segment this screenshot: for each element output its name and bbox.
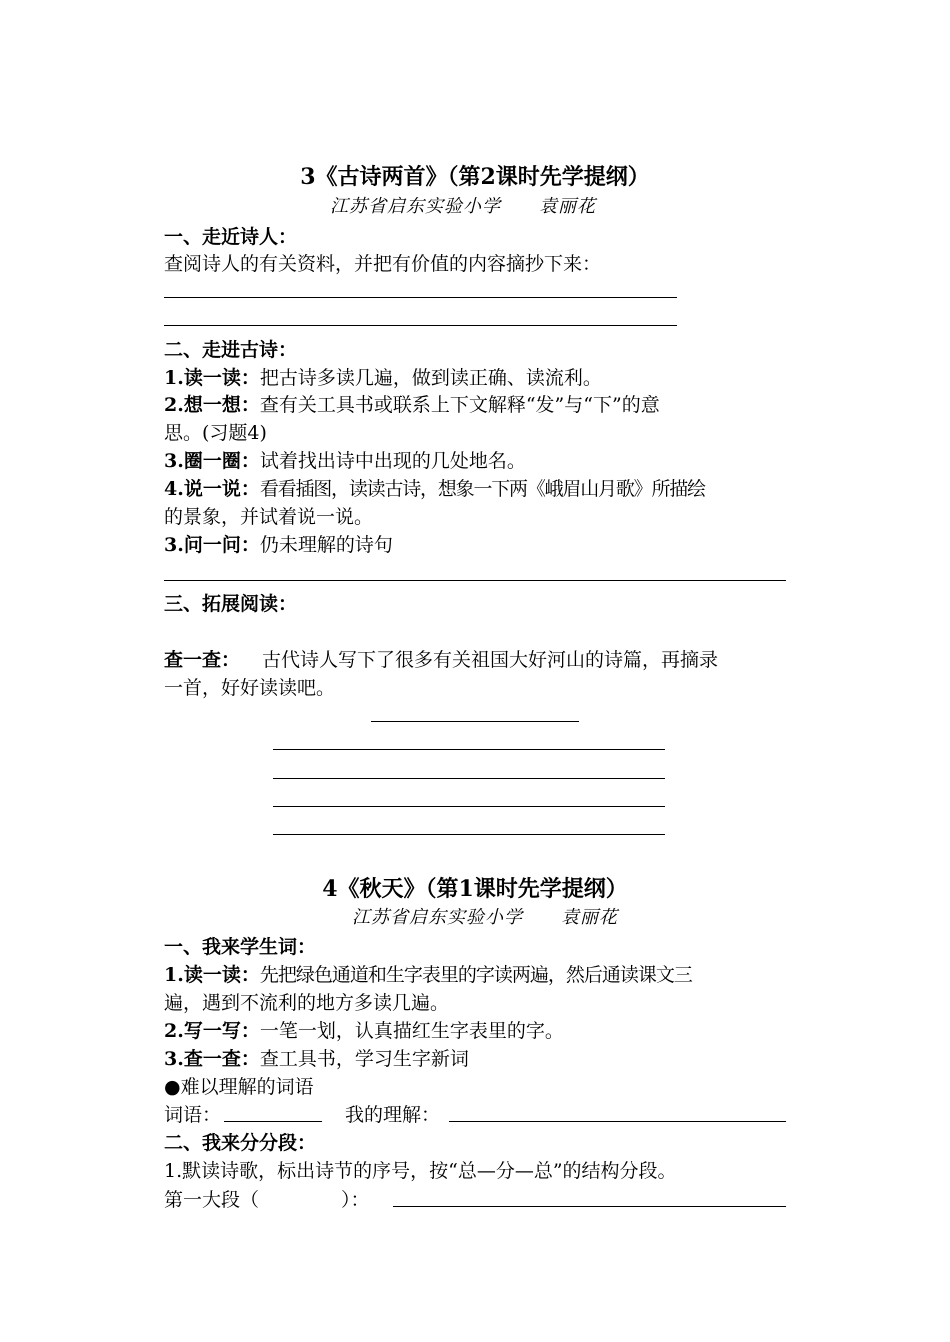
answer-line bbox=[164, 580, 786, 581]
meaning-answer-line bbox=[449, 1121, 786, 1122]
doc2-title: 4《秋天》（第1课时先学提纲） bbox=[322, 876, 628, 902]
doc2-section2-heading: 二、我来分分段： bbox=[164, 1132, 317, 1154]
doc2-paragraph1-label bbox=[164, 1185, 370, 1212]
doc1-item-think-cont: 思。(习题4) bbox=[164, 422, 267, 444]
item-label: 3.圈一圈： bbox=[164, 450, 260, 472]
doc1-item-say-cont: 的景象，并试着说一说。 bbox=[164, 506, 374, 528]
doc1-item-say bbox=[164, 474, 705, 501]
doc1-item-read bbox=[164, 363, 602, 390]
item-text: 把古诗多读几遍，做到读正确、读流利。 bbox=[259, 367, 602, 389]
paragraph-open: 第一大段（ bbox=[164, 1189, 260, 1211]
poem-line bbox=[273, 806, 665, 807]
item-text: 仍未理解的诗句 bbox=[259, 534, 393, 556]
item-text: 古代诗人写下了很多有关祖国大好河山的诗篇，再摘录 bbox=[262, 649, 719, 671]
doc1-author: 江苏省启东实验小学 袁丽花 bbox=[330, 196, 596, 217]
doc1-item-think bbox=[164, 390, 660, 417]
doc1-section1-text: 查阅诗人的有关资料，并把有价值的内容摘抄下来： bbox=[164, 253, 602, 275]
item-label: 2.写一写： bbox=[164, 1020, 260, 1042]
doc2-item-read-cont: 遍，遇到不流利的地方多读几遍。 bbox=[164, 992, 450, 1014]
paragraph-close: ）： bbox=[341, 1189, 370, 1211]
poem-line bbox=[273, 749, 665, 750]
poem-line bbox=[273, 834, 665, 835]
answer-line bbox=[164, 297, 677, 298]
item-text: 一笔一划，认真描红生字表里的字。 bbox=[259, 1020, 564, 1042]
item-text: 试着找出诗中出现的几处地名。 bbox=[259, 450, 526, 472]
doc1-item-circle bbox=[164, 446, 526, 473]
item-label: 1.读一读： bbox=[164, 964, 260, 986]
doc1-item-ask bbox=[164, 530, 393, 557]
doc2-item-write bbox=[164, 1016, 564, 1043]
doc2-bullet: ●难以理解的词语 bbox=[164, 1076, 314, 1098]
item-label: 1.读一读： bbox=[164, 367, 260, 389]
doc1-section3-cont: 一首，好好读读吧。 bbox=[164, 677, 336, 699]
doc2-author: 江苏省启东实验小学 袁丽花 bbox=[352, 907, 618, 928]
paragraph-answer-line bbox=[393, 1206, 786, 1207]
doc1-title: 3《古诗两首》（第2课时先学提纲） bbox=[300, 164, 650, 190]
item-text: 先把绿色通道和生字表里的字读两遍，然后通读课文三 bbox=[259, 964, 692, 986]
word-answer-line bbox=[224, 1121, 322, 1122]
item-label: 2.想一想： bbox=[164, 394, 260, 416]
item-text: 看看插图，读读古诗，想象一下两《峨眉山月歌》所描绘 bbox=[259, 478, 705, 500]
doc1-section2-heading: 二、走进古诗： bbox=[164, 339, 298, 361]
item-label: 3.问一问： bbox=[164, 534, 260, 556]
doc1-section3-text bbox=[164, 645, 718, 672]
doc1-section3-heading: 三、拓展阅读： bbox=[164, 593, 298, 615]
doc2-item-check bbox=[164, 1044, 469, 1071]
item-label: 4.说一说： bbox=[164, 478, 260, 500]
doc2-section2-text: 1.默读诗歌，标出诗节的序号，按“总—分—总”的结构分段。 bbox=[164, 1160, 677, 1182]
poem-line bbox=[273, 778, 665, 779]
poem-title-line bbox=[371, 721, 579, 722]
item-text: 查工具书，学习生字新词 bbox=[259, 1048, 469, 1070]
doc2-word-label: 词语： bbox=[164, 1104, 222, 1126]
answer-line bbox=[164, 325, 677, 326]
item-text: 查有关工具书或联系上下文解释“发”与“下”的意 bbox=[259, 394, 660, 416]
doc2-section1-heading: 一、我来学生词： bbox=[164, 936, 317, 958]
doc2-item-read bbox=[164, 960, 692, 987]
doc1-section1-heading: 一、走近诗人： bbox=[164, 226, 298, 248]
item-label: 查一查： bbox=[164, 649, 241, 671]
item-label: 3.查一查： bbox=[164, 1048, 260, 1070]
doc2-meaning-label: 我的理解： bbox=[345, 1104, 441, 1126]
